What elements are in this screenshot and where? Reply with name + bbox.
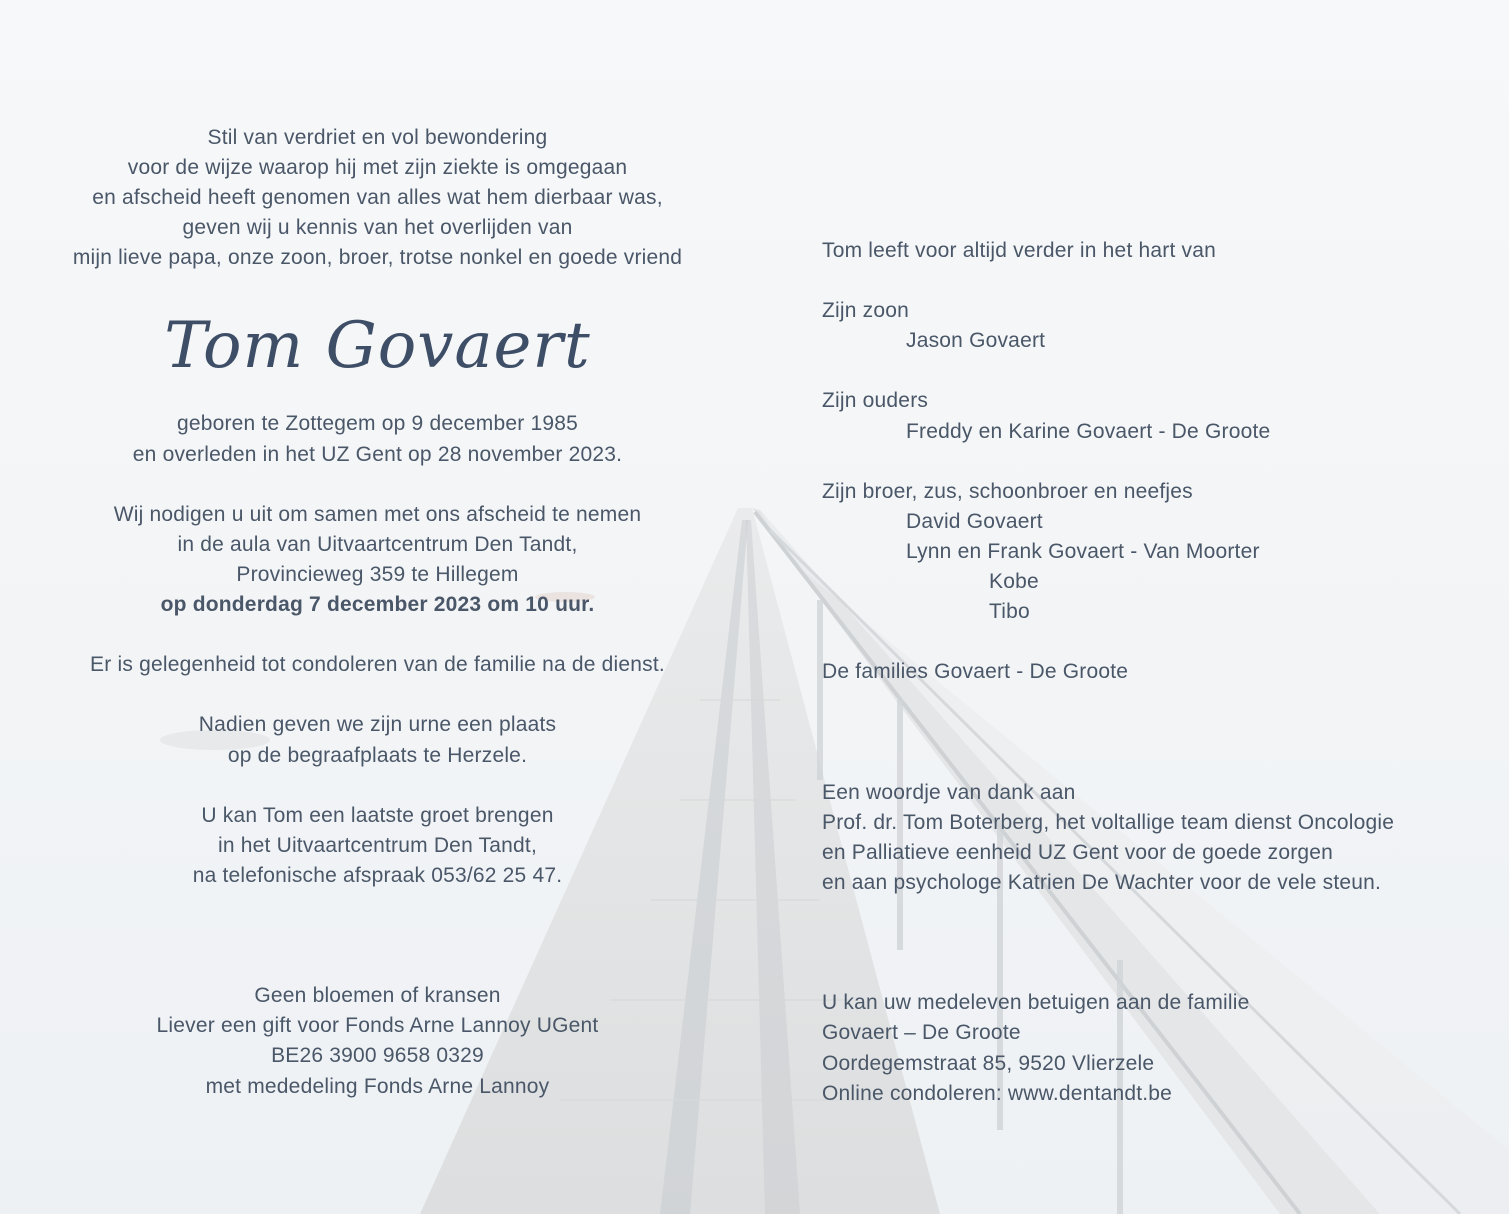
gift-line: Liever een gift voor Fonds Arne Lannoy UGent	[156, 1014, 599, 1038]
gift-line: BE26 3900 9658 0329	[271, 1044, 484, 1068]
heart-line: Tom leeft voor altijd verder in het hart van	[822, 239, 1216, 262]
death-line: en overleden in het UZ Gent op 28 november 2023.	[132, 442, 623, 466]
parents-names: Freddy en Karine Govaert - De Groote	[906, 419, 1271, 443]
address-line: Oordegemstraat 85, 9520 Vlierzele	[822, 1051, 1155, 1075]
families-line: De families Govaert - De Groote	[822, 660, 1129, 684]
nephew-name: Kobe	[989, 570, 1039, 594]
thanks-line: en Palliatieve eenheid UZ Gent voor de goede zorgen	[822, 840, 1334, 864]
ceremony-line: Wij nodigen u uit om samen met ons afscheid te nemen	[113, 502, 642, 526]
address-line: Govaert – De Groote	[822, 1021, 1021, 1045]
online-condolence-link[interactable]: Online condoleren: www.dentandt.be	[822, 1081, 1173, 1105]
son-heading: Zijn zoon	[822, 299, 910, 323]
condolence-line: Er is gelegenheid tot condoleren van de familie na de dienst.	[90, 653, 665, 677]
gift-line: met mededeling Fonds Arne Lannoy	[205, 1074, 550, 1098]
siblings-heading: Zijn broer, zus, schoonbroer en neefjes	[822, 479, 1193, 503]
thanks-line: Een woordje van dank aan	[822, 780, 1076, 804]
sibling-name: David Govaert	[906, 509, 1043, 533]
intro-line: en afscheid heeft genomen van alles wat hem dierbaar was,	[92, 186, 663, 210]
intro-line: geven wij u kennis van het overlijden van	[182, 216, 573, 240]
thanks-line: en aan psychologe Katrien De Wachter voor de vele steun.	[822, 870, 1382, 894]
left-column	[0, 0, 755, 1102]
ceremony-line: in de aula van Uitvaartcentrum Den Tandt,	[177, 532, 578, 556]
ceremony-line: Provincieweg 359 te Hillegem	[236, 562, 519, 586]
ceremony-date: op donderdag 7 december 2023 om 10 uur.	[160, 593, 595, 617]
parents-heading: Zijn ouders	[822, 389, 929, 413]
intro-line: mijn lieve papa, onze zoon, broer, trotse nonkel en goede vriend	[72, 246, 683, 270]
nephew-name: Tibo	[989, 600, 1030, 624]
intro-line: Stil van verdriet en vol bewondering	[207, 126, 548, 149]
urn-line: op de begraafplaats te Herzele.	[227, 743, 528, 767]
visit-line: U kan Tom een laatste groet brengen	[201, 803, 554, 827]
right-column	[822, 0, 1502, 1109]
thanks-line: Prof. dr. Tom Boterberg, het voltallige team dienst Oncologie	[822, 810, 1395, 834]
sibling-name: Lynn en Frank Govaert - Van Moorter	[906, 539, 1260, 563]
intro-line: voor de wijze waarop hij met zijn ziekte is omgegaan	[127, 156, 628, 180]
deceased-name: Tom Govaert	[164, 309, 591, 384]
birth-line: geboren te Zottegem op 9 december 1985	[176, 412, 579, 436]
son-name: Jason Govaert	[906, 329, 1046, 353]
gift-line: Geen bloemen of kransen	[254, 984, 501, 1008]
address-line: U kan uw medeleven betuigen aan de familie	[822, 991, 1250, 1015]
visit-line: in het Uitvaartcentrum Den Tandt,	[217, 833, 538, 857]
visit-line: na telefonische afspraak 053/62 25 47.	[192, 863, 563, 887]
urn-line: Nadien geven we zijn urne een plaats	[198, 713, 557, 737]
